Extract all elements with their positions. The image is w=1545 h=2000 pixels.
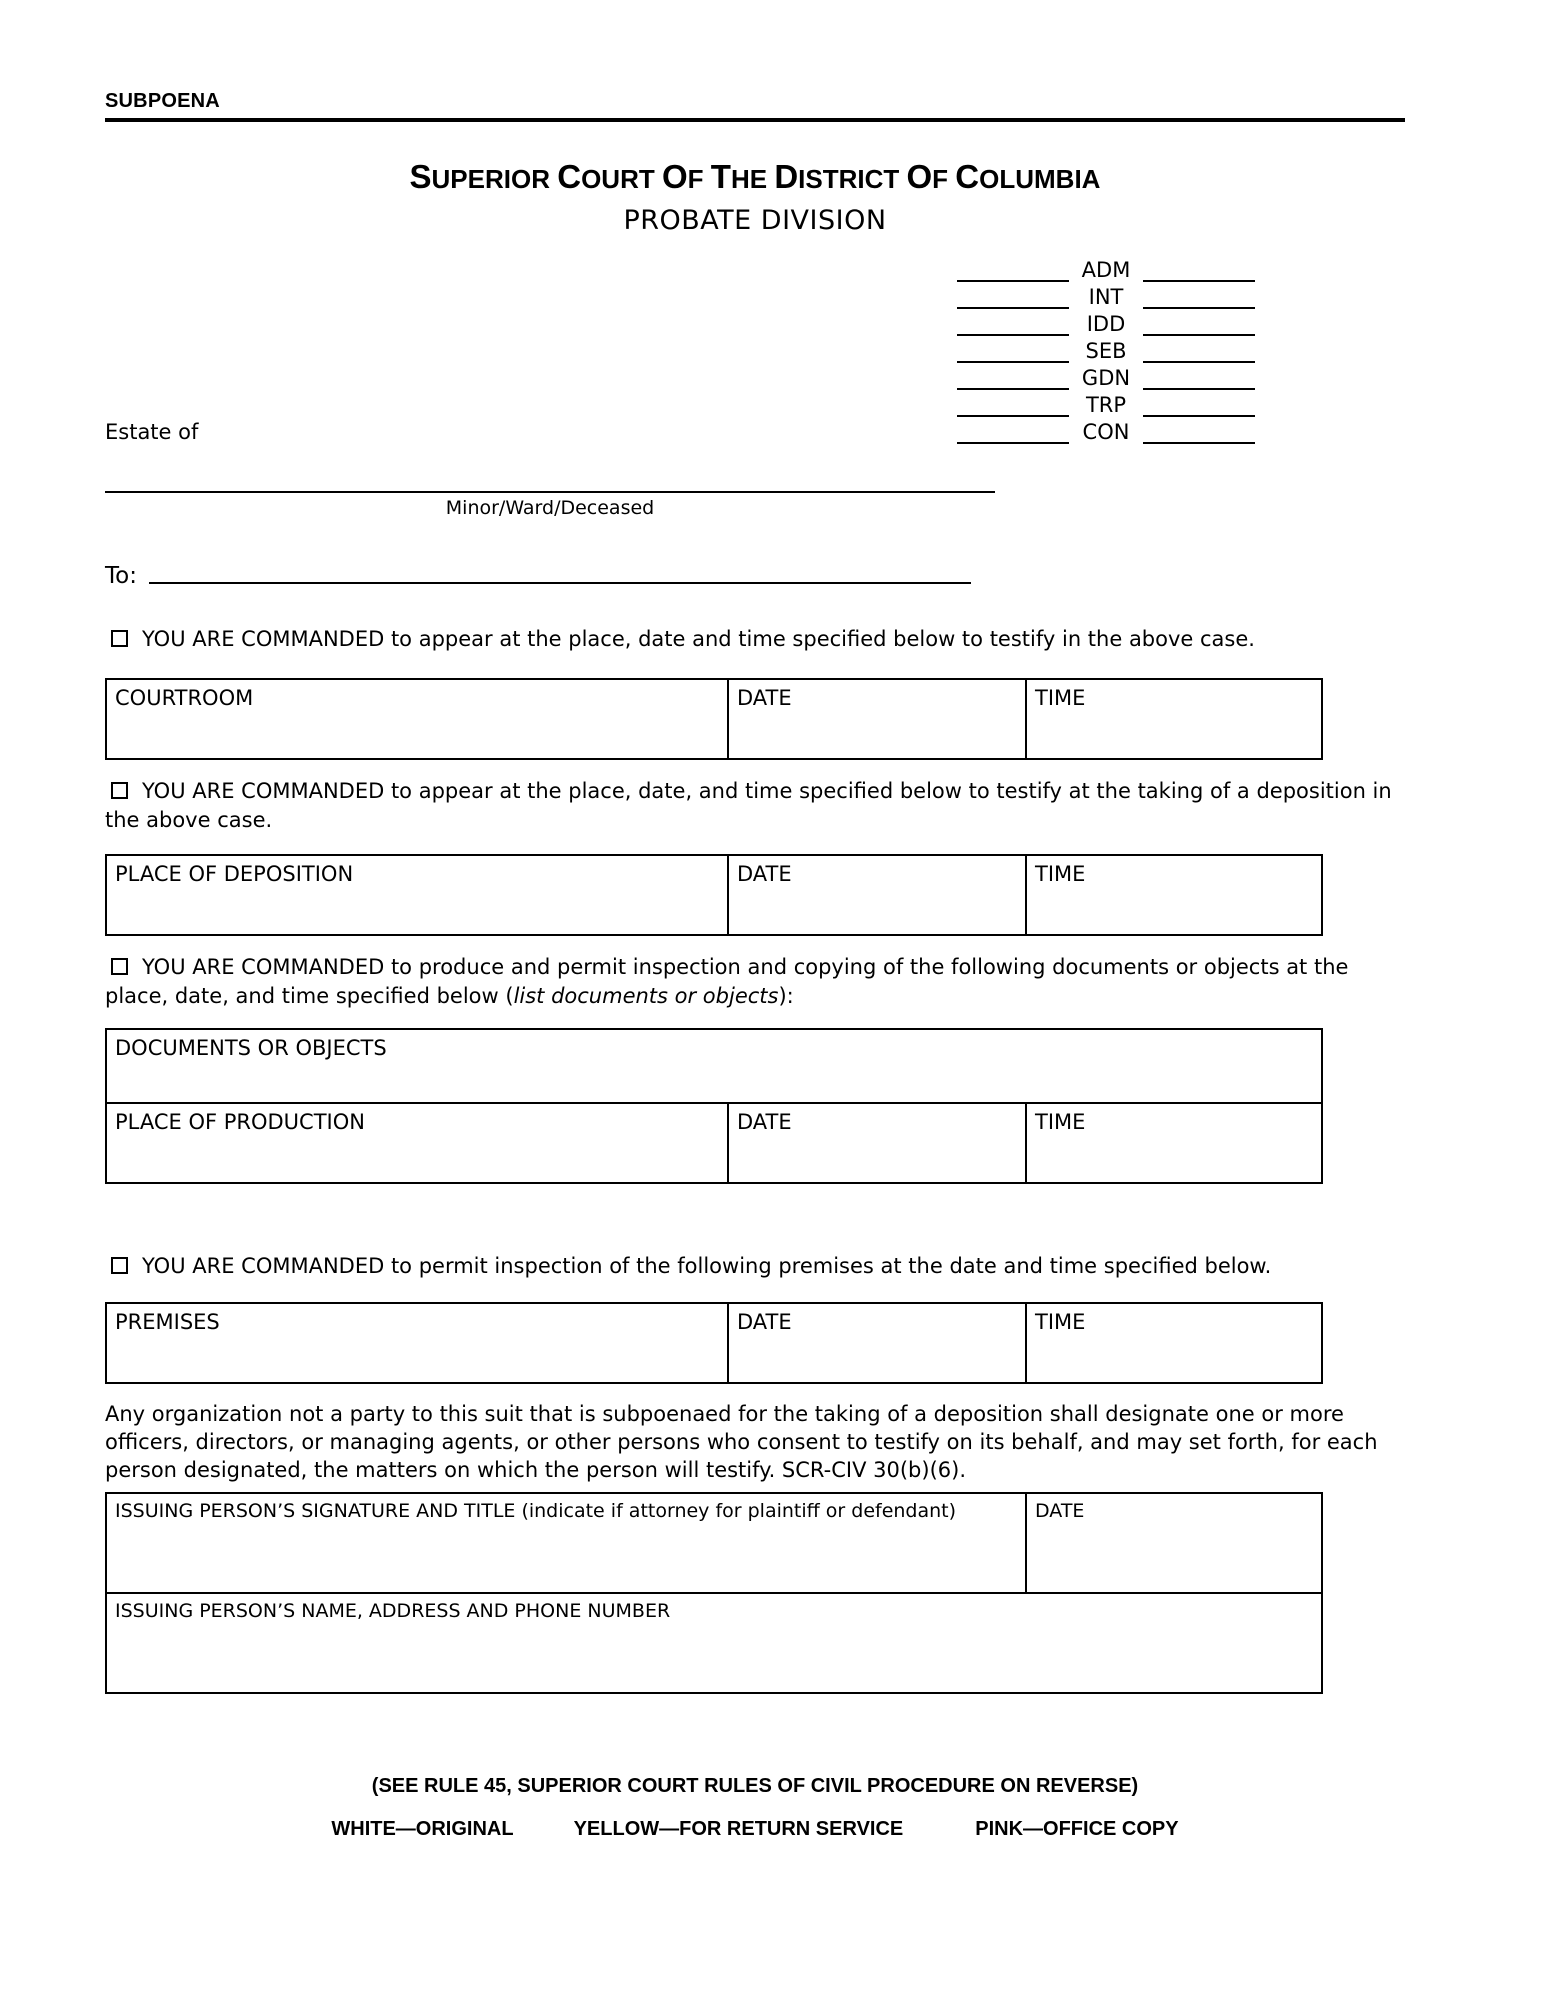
case-number-left-blank[interactable] [957,262,1069,282]
case-number-right-blank[interactable] [1143,424,1255,444]
command-appear-testify-text: YOU ARE COMMANDED to appear at the place, date and time specified below to testify in the above case. [142,627,1255,651]
table-row [107,1304,1321,1382]
documents-objects-cell[interactable]: DOCUMENTS OR OBJECTS [115,1036,387,1060]
case-code-row [957,363,1307,390]
command-appear-testify [105,625,1405,654]
copy-white: WHITE—ORIGINAL [331,1818,514,1840]
case-code-row [957,390,1307,417]
courtroom-table [105,678,1323,760]
estate-name-blank[interactable] [105,491,995,493]
command-appear-deposition-text: YOU ARE COMMANDED to appear at the place, date, and time specified below to testify at the taking of a deposition in the above case. [105,779,1392,832]
case-code-label: GDN [1081,366,1131,390]
case-code-label: SEB [1085,339,1127,363]
command-produce-documents-hint: list documents or objects [513,984,779,1008]
estate-caption: Minor/Ward/Deceased [445,497,655,519]
command-produce-documents-suffix: ): [778,984,794,1008]
copy-yellow: YELLOW—FOR RETURN SERVICE [573,1818,904,1840]
recipient-row [105,565,971,588]
header-divider [105,118,1405,122]
case-code-row [957,282,1307,309]
issuing-signature-cell[interactable]: ISSUING PERSON’S SIGNATURE AND TITLE (indicate if attorney for plaintiff or defendant) [107,1494,1027,1592]
documents-table [105,1028,1323,1184]
case-code-label: IDD [1086,312,1126,336]
command-inspect-premises-text: YOU ARE COMMANDED to permit inspection of the following premises at the date and time specified below. [142,1254,1272,1278]
court-title: SUPERIOR COURT OF THE DISTRICT OF COLUMBIA [409,158,1101,195]
table-row [107,1594,1321,1692]
case-code-row [957,309,1307,336]
deposition-date-cell[interactable]: DATE [729,856,1027,934]
table-row [107,1030,1321,1104]
case-number-right-blank[interactable] [1143,316,1255,336]
checkbox-appear-testify[interactable] [111,630,128,647]
case-number-right-blank[interactable] [1143,343,1255,363]
deposition-table [105,854,1323,936]
courtroom-cell[interactable]: COURTROOM [107,680,729,758]
premises-table [105,1302,1323,1384]
case-number-right-blank[interactable] [1143,397,1255,417]
case-code-label: CON [1082,420,1130,444]
form-type-label: SUBPOENA [105,90,220,112]
table-row [107,680,1321,758]
command-appear-deposition [105,777,1405,835]
case-code-row [957,417,1307,444]
case-number-left-blank[interactable] [957,397,1069,417]
command-produce-documents [105,953,1405,1011]
table-row [107,1494,1321,1594]
checkbox-produce-documents[interactable] [111,958,128,975]
issuing-name-address-phone-cell[interactable]: ISSUING PERSON’S NAME, ADDRESS AND PHONE NUMBER [115,1600,671,1622]
case-code-row [957,255,1307,282]
production-time-cell[interactable]: TIME [1035,1110,1086,1134]
case-code-row [957,336,1307,363]
courtroom-time-cell[interactable]: TIME [1035,686,1086,710]
organization-designation-paragraph: Any organization not a party to this suit that is subpoenaed for the taking of a deposition shall designate one or more officers, directors, or managing agents, or other persons who consent to testify on its behalf, and may set forth, for each person designated, the matters on which the person will testify. SCR-CIV 30(b)(6). [105,1402,1378,1482]
recipient-blank[interactable] [149,582,971,584]
production-place-cell[interactable]: PLACE OF PRODUCTION [107,1104,729,1182]
estate-of-label: Estate of [105,420,199,444]
rule-reference-note: (SEE RULE 45, SUPERIOR COURT RULES OF CIVIL PROCEDURE ON REVERSE) [371,1775,1139,1797]
case-code-label: ADM [1081,258,1131,282]
copy-pink: PINK—OFFICE COPY [975,1818,1179,1840]
courtroom-date-cell[interactable]: DATE [729,680,1027,758]
case-code-label: INT [1088,285,1124,309]
premises-date-cell[interactable]: DATE [729,1304,1027,1382]
table-row [107,1104,1321,1182]
case-number-right-blank[interactable] [1143,370,1255,390]
checkbox-inspect-premises[interactable] [111,1257,128,1274]
case-code-label: TRP [1085,393,1127,417]
case-number-left-blank[interactable] [957,370,1069,390]
premises-time-cell[interactable]: TIME [1035,1310,1086,1334]
copy-distribution-line [105,1818,1405,1841]
case-number-left-blank[interactable] [957,424,1069,444]
command-produce-documents-text: YOU ARE COMMANDED to produce and permit inspection and copying of the following documents or objects at the place, date, and time specified below ( [105,955,1349,1008]
checkbox-appear-deposition[interactable] [111,782,128,799]
case-number-block [957,255,1307,444]
case-number-left-blank[interactable] [957,343,1069,363]
production-date-cell[interactable]: DATE [729,1104,1027,1182]
deposition-time-cell[interactable]: TIME [1035,862,1086,886]
court-division: PROBATE DIVISION [623,205,887,236]
premises-cell[interactable]: PREMISES [107,1304,729,1382]
issuing-date-cell[interactable]: DATE [1035,1500,1085,1522]
table-row [107,856,1321,934]
case-number-left-blank[interactable] [957,316,1069,336]
deposition-place-cell[interactable]: PLACE OF DEPOSITION [107,856,729,934]
case-number-right-blank[interactable] [1143,289,1255,309]
recipient-label: To: [105,563,137,589]
issuing-person-table [105,1492,1323,1694]
case-number-left-blank[interactable] [957,289,1069,309]
command-inspect-premises [105,1252,1405,1281]
case-number-right-blank[interactable] [1143,262,1255,282]
